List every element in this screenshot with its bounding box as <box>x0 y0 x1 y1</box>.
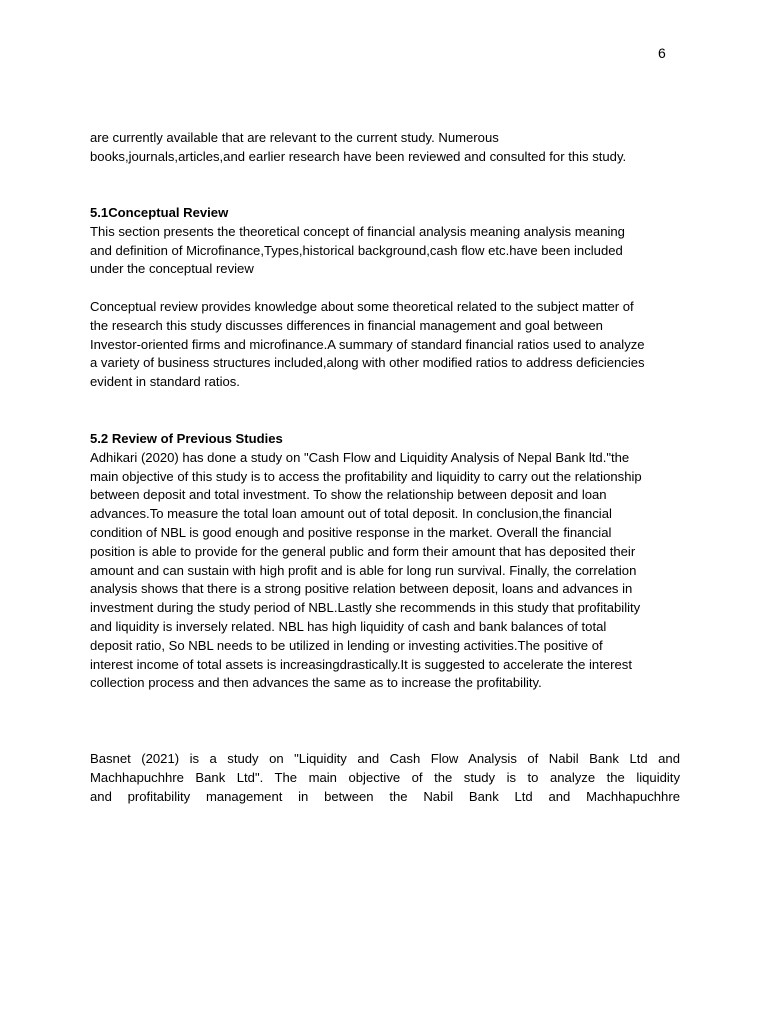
text-line: deposit ratio, So NBL needs to be utilized in lending or investing activities.The positive of <box>90 637 603 653</box>
text-line: are currently available that are relevant to the current study. Numerous <box>90 130 499 145</box>
text-line: Investor-oriented firms and microfinance.A summary of standard financial ratios used to analyze <box>90 336 645 352</box>
text-line: under the conceptual review <box>90 261 254 277</box>
conceptual-review-paragraph-2 <box>90 298 680 392</box>
text-line: and liquidity is inversely related. NBL has high liquidity of cash and bank balances of total <box>90 618 607 634</box>
text-line: investment during the study period of NBL.Lastly she recommends in this study that profitability <box>90 600 641 616</box>
text-line: and profitability management in between the Nabil Bank Ltd and Machhapuchhre <box>90 788 680 804</box>
text-line: interest income of total assets is increasingdrastically.It is suggested to accelerate the interest <box>90 656 632 672</box>
text-line: This section presents the theoretical concept of financial analysis meaning analysis meaning <box>90 223 625 239</box>
page-number: 6 <box>658 45 666 61</box>
text-line: Machhapuchhre Bank Ltd". The main objective of the study is to analyze the liquidity <box>90 769 680 785</box>
text-line: collection process and then advances the same as to increase the profitability. <box>90 675 542 691</box>
text-line: a variety of business structures included,along with other modified ratios to address deficiencies <box>90 355 645 371</box>
text-line: evident in standard ratios. <box>90 374 240 390</box>
text-line: amount and can sustain with high profit and is able for long run survival. Finally, the correlation <box>90 562 637 578</box>
previous-studies-section <box>90 430 680 693</box>
text-line: Conceptual review provides knowledge about some theoretical related to the subject matter of <box>90 299 634 314</box>
text-line: condition of NBL is good enough and positive response in the market. Overall the financial <box>90 524 612 540</box>
text-line: books,journals,articles,and earlier research have been reviewed and consulted for this study. <box>90 148 627 164</box>
text-line: between deposit and total investment. To show the relationship between deposit and loan <box>90 487 607 503</box>
section-heading: 5.1Conceptual Review <box>90 205 229 220</box>
intro-paragraph <box>90 129 680 167</box>
text-line: the research this study discusses differences in financial management and goal between <box>90 317 603 333</box>
conceptual-review-section <box>90 204 680 279</box>
text-line: analysis shows that there is a strong positive relation between deposit, loans and advances in <box>90 581 633 597</box>
text-line: position is able to provide for the general public and form their amount that has deposited their <box>90 543 636 559</box>
section-heading: 5.2 Review of Previous Studies <box>90 431 283 446</box>
text-line: Basnet (2021) is a study on "Liquidity and Cash Flow Analysis of Nabil Bank Ltd and <box>90 751 680 766</box>
text-line: and definition of Microfinance,Types,historical background,cash flow etc.have been included <box>90 242 623 258</box>
text-line: Adhikari (2020) has done a study on "Cash Flow and Liquidity Analysis of Nepal Bank ltd."the <box>90 449 630 465</box>
basnet-paragraph <box>90 750 680 806</box>
text-line: main objective of this study is to access the profitability and liquidity to carry out the relationship <box>90 468 642 484</box>
text-line: advances.To measure the total loan amount out of total deposit. In conclusion,the financial <box>90 506 612 522</box>
